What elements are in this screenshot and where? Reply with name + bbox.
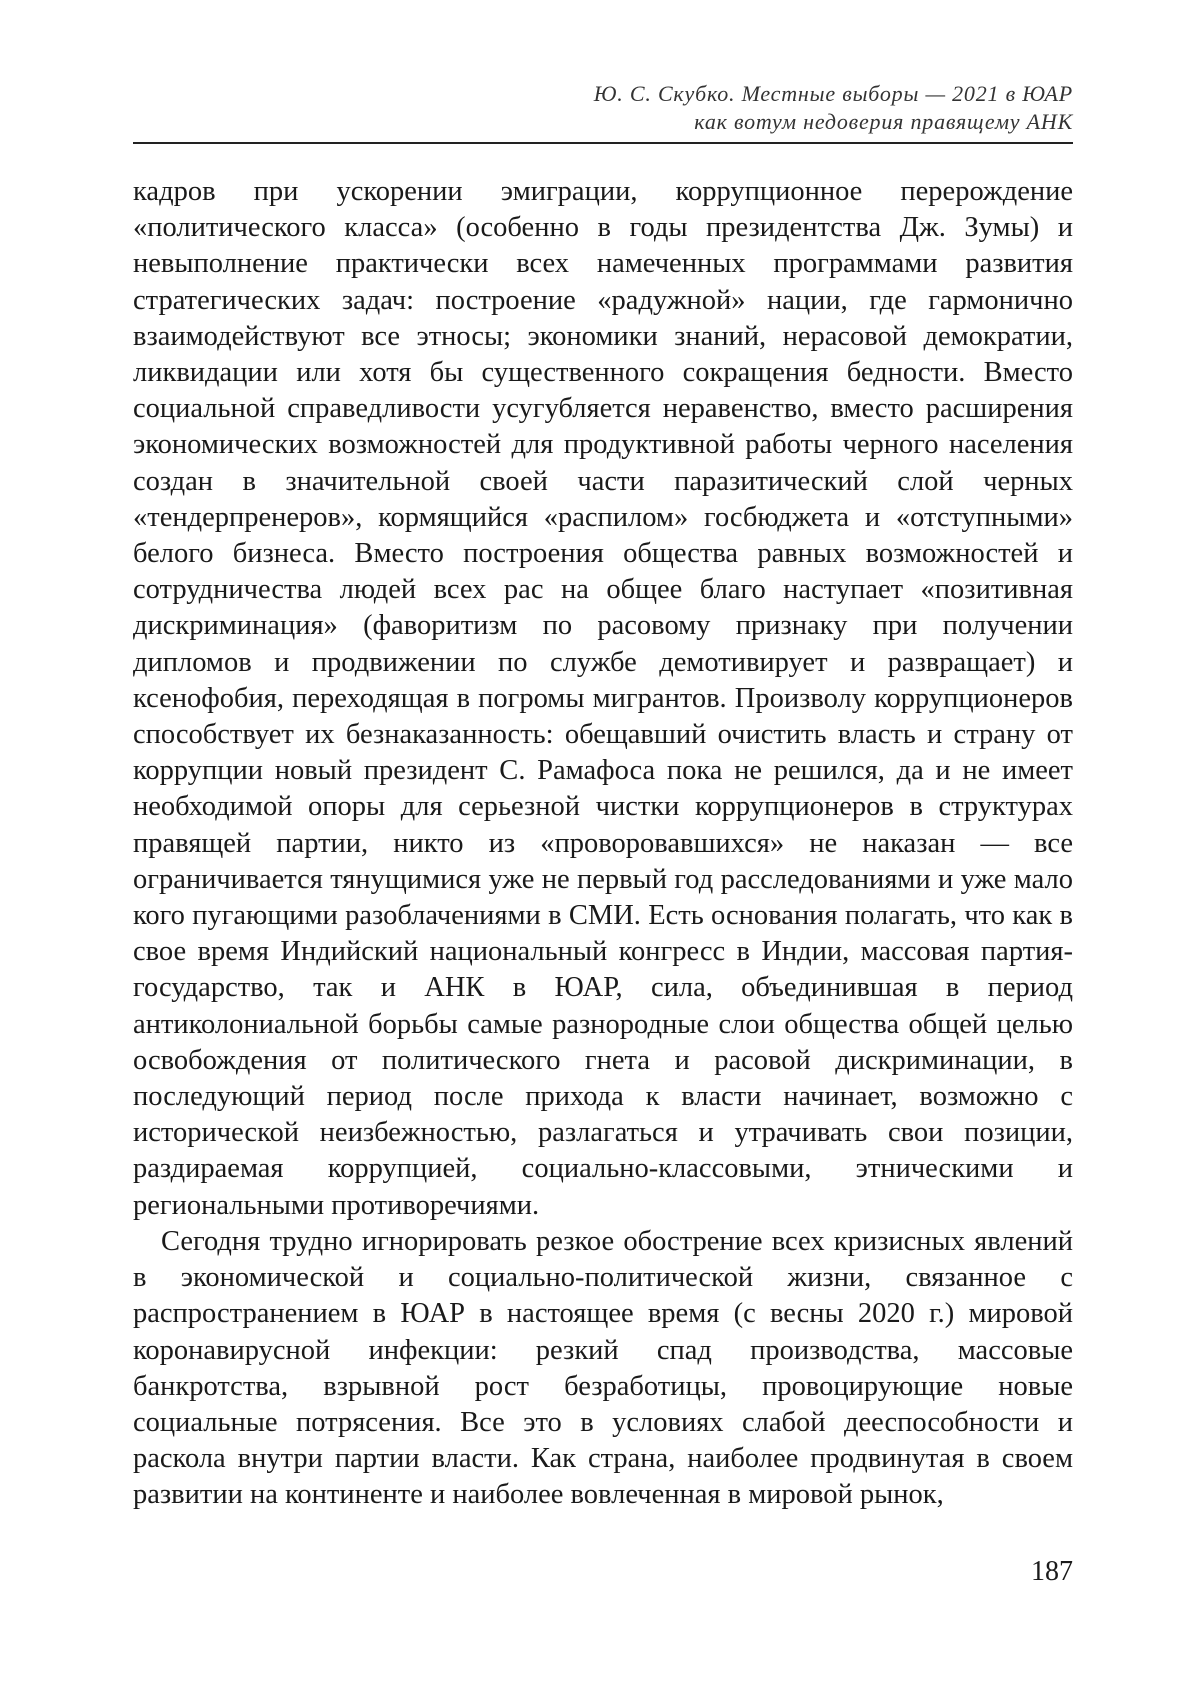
page-number: 187 <box>1031 1556 1073 1587</box>
running-header-author-title: Ю. С. Скубко. Местные выборы — 2021 в ЮАР <box>593 81 1073 106</box>
running-header-subtitle: как вотум недоверия правящему АНК <box>694 109 1073 134</box>
paragraph-continuation: кадров при ускорении эмиграции, коррупционное перерождение «политического класса» (особенно в годы президентства Дж. Зумы) и невыполнение практически всех намеченных программами развития стратегических задач: построение «радужной» нации, где гармонично взаимодействуют все этносы; экономики знаний, нерасовой демократии, ликвидации или хотя бы существенного сокращения бедности. Вместо социальной справедливости усугубляется неравенство, вместо расширения экономических возможностей для продуктивной работы черного населения создан в значительной своей части паразитический слой черных «тендерпренеров», кормящийся «распилом» госбюджета и «отступными» белого бизнеса. Вместо построения общества равных возможностей и сотрудничества людей всех рас на общее благо наступает «позитивная дискриминация» (фаворитизм по расовому признаку при получении дипломов и продвижении по службе демотивирует и развращает) и ксенофобия, переходящая в погромы мигрантов. Произволу коррупционеров способствует их безнаказанность: обещавший очистить власть и страну от коррупции новый президент С. Рамафоса пока не решился, да и не имеет необходимой опоры для серьезной чистки коррупционеров в структурах правящей партии, никто из «проворовавшихся» не наказан — все ограничивается тянущимися уже не первый год расследованиями и уже мало кого пугающими разоблачениями в СМИ. Есть основания полагать, что как в свое время Индийский национальный конгресс в Индии, массовая партия-государство, так и АНК в ЮАР, сила, объединившая в период антиколониальной борьбы самые разнородные слои общества общей целью освобождения от политического гнета и расовой дискриминации, в последующий период после прихода к власти начинает, возможно с исторической неизбежностью, разлагаться и утрачивать свои позиции, раздираемая коррупцией, социально-классовыми, этническими и региональными противоречиями. <box>133 176 1073 1221</box>
running-header <box>133 80 1073 136</box>
article-body <box>133 174 1073 1514</box>
header-divider <box>133 142 1073 144</box>
paragraph: Сегодня трудно игнорировать резкое обострение всех кризисных явлений в экономической и социально-политической жизни, связанное с распространением в ЮАР в настоящее время (с весны 2020 г.) мировой коронавирусной инфекции: резкий спад производства, массовые банкротства, взрывной рост безработицы, провоцирующие новые социальные потрясения. Все это в условиях слабой дееспособности и раскола внутри партии власти. Как страна, наиболее продвинутая в своем развитии на континенте и наиболее вовлеченная в мировой рынок, <box>133 1225 1073 1511</box>
